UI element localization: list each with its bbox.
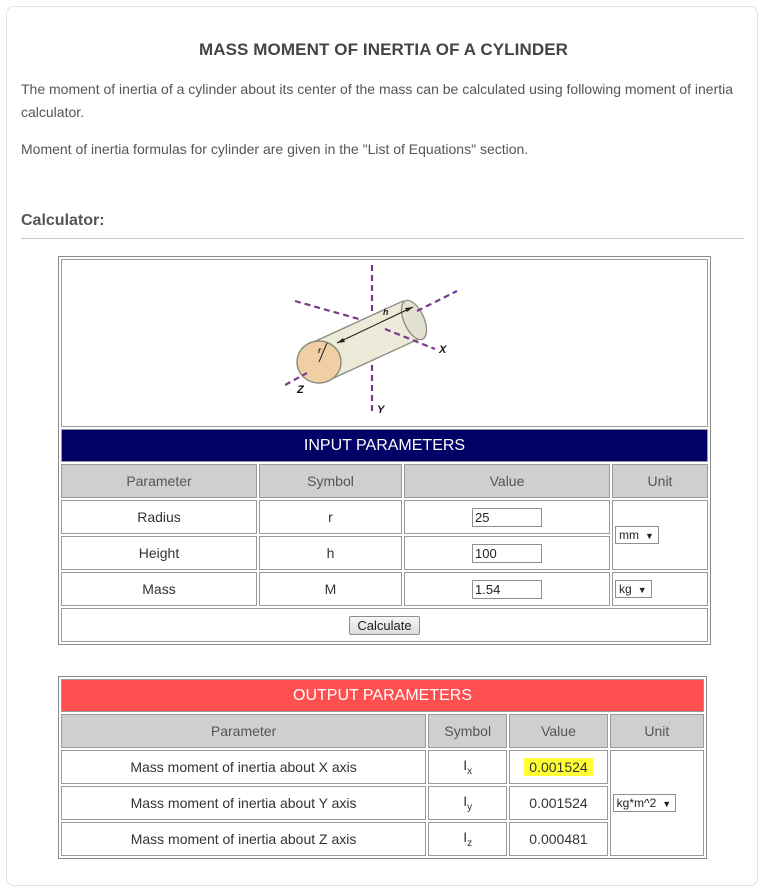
highlighted-value: 0.001524 xyxy=(524,758,592,776)
out-symbol-iz: $I_z$ xyxy=(428,822,507,856)
equations-note: Moment of inertia formulas for cylinder are given in the "List of Equations" section. xyxy=(21,141,529,157)
chevron-down-icon: ▼ xyxy=(645,531,654,541)
mass-unit-value: kg xyxy=(619,582,632,596)
param-radius: Radius xyxy=(61,500,257,534)
input-row-height xyxy=(61,536,708,570)
radius-input[interactable] xyxy=(472,508,542,527)
section-divider xyxy=(21,238,744,239)
out-col-parameter: Parameter xyxy=(61,714,426,748)
param-height: Height xyxy=(61,536,257,570)
out-col-unit: Unit xyxy=(610,714,704,748)
height-input[interactable] xyxy=(472,544,542,563)
out-param-y: Mass moment of inertia about Y axis xyxy=(61,786,426,820)
out-col-symbol: Symbol xyxy=(428,714,507,748)
h-label: h xyxy=(382,307,388,317)
r-label: r xyxy=(317,346,321,355)
out-col-value: Value xyxy=(509,714,607,748)
x-label: X xyxy=(438,344,446,356)
calculator-heading: Calculator: xyxy=(21,212,105,229)
out-value-iy: 0.001524 xyxy=(509,786,607,820)
calculate-cell xyxy=(61,608,708,642)
cylinder-body xyxy=(297,297,432,383)
cylinder-diagram xyxy=(285,263,485,423)
input-parameters-header: INPUT PARAMETERS xyxy=(61,429,708,462)
diagram-cell xyxy=(61,259,708,427)
output-row-iz xyxy=(61,822,704,856)
mass-input[interactable] xyxy=(472,580,542,599)
length-unit-select[interactable] xyxy=(615,526,659,544)
col-value: Value xyxy=(404,464,610,498)
output-row-ix xyxy=(61,750,704,784)
col-unit: Unit xyxy=(612,464,708,498)
z-label: Z xyxy=(296,384,304,396)
out-symbol-iy: $I_y$ xyxy=(428,786,507,820)
out-value-iz: 0.000481 xyxy=(509,822,607,856)
mass-unit-select[interactable] xyxy=(615,580,652,598)
z-axis-line-back xyxy=(417,291,457,311)
chevron-down-icon: ▼ xyxy=(662,799,672,809)
output-row-iy xyxy=(61,786,704,820)
col-symbol: Symbol xyxy=(259,464,402,498)
out-param-x: Mass moment of inertia about X axis xyxy=(61,750,426,784)
col-parameter: Parameter xyxy=(61,464,257,498)
symbol-h: h xyxy=(259,536,402,570)
page-title: MASS MOMENT OF INERTIA OF A CYLINDER xyxy=(198,40,569,59)
length-unit-value: mm xyxy=(619,528,639,542)
symbol-r: r xyxy=(259,500,402,534)
input-row-radius xyxy=(61,500,708,534)
output-unit-select[interactable] xyxy=(613,794,677,812)
param-mass: Mass xyxy=(61,572,257,606)
output-unit-value: kg*m^2 xyxy=(616,796,657,810)
symbol-m: M xyxy=(259,572,402,606)
input-row-mass xyxy=(61,572,708,606)
y-label: Y xyxy=(376,404,384,416)
intro-paragraph: The moment of inertia of a cylinder about its center of the mass can be calculated using following moment of inertia calculator. xyxy=(21,81,734,120)
output-table xyxy=(58,676,707,859)
output-parameters-header: OUTPUT PARAMETERS xyxy=(61,679,704,712)
chevron-down-icon: ▼ xyxy=(637,585,647,595)
calculate-button[interactable]: Calculate xyxy=(349,616,419,635)
out-param-z: Mass moment of inertia about Z axis xyxy=(61,822,426,856)
input-table xyxy=(58,256,711,645)
out-symbol-ix: $I_x$ xyxy=(428,750,507,784)
out-value-ix xyxy=(509,750,607,784)
